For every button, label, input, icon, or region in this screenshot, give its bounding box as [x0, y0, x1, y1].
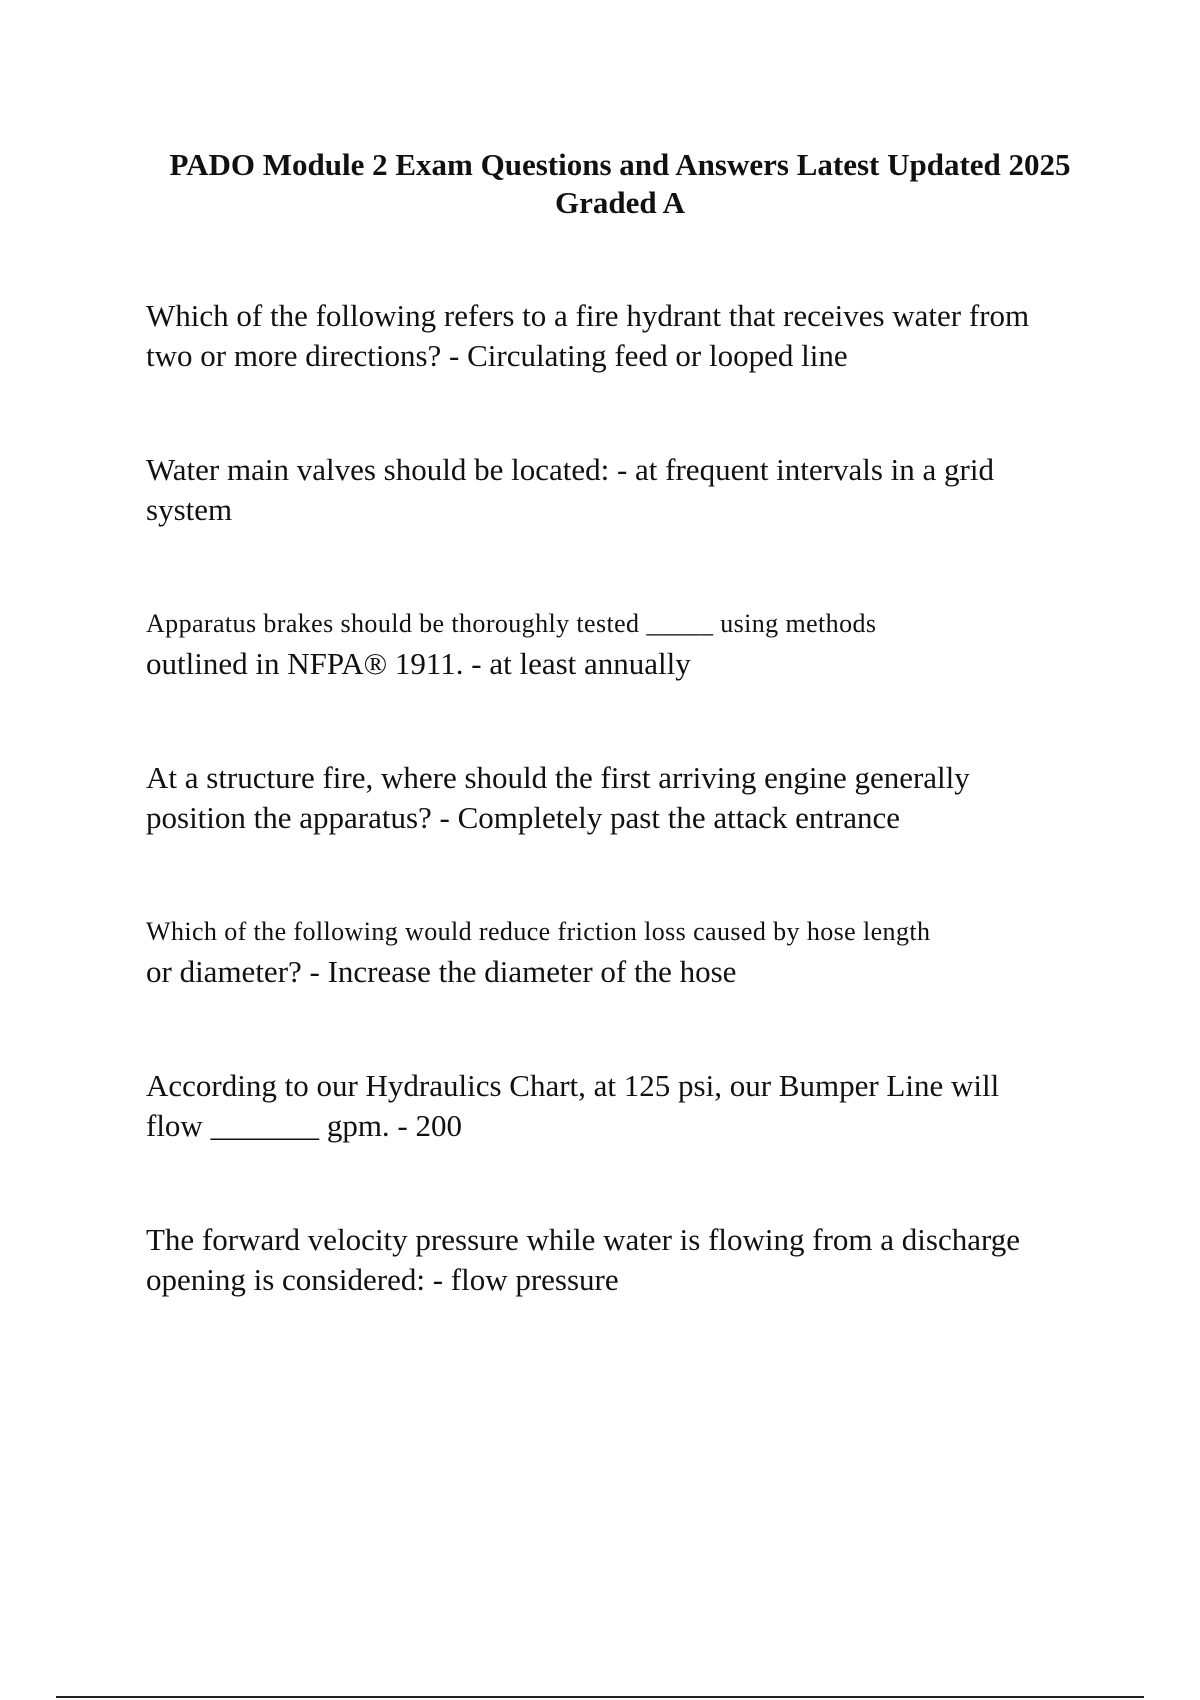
qa-line: flow _______ gpm. - 200 [146, 1108, 463, 1143]
qa-line: Which of the following would reduce friction loss caused by hose length [146, 917, 931, 946]
qa-line: According to our Hydraulics Chart, at 125 psi, our Bumper Line will [146, 1068, 1000, 1103]
qa-line: The forward velocity pressure while water is flowing from a discharge [146, 1222, 1021, 1257]
qa-line: opening is considered: - flow pressure [146, 1262, 619, 1297]
title-line-1: PADO Module 2 Exam Questions and Answers Latest Updated 2025 [169, 147, 1071, 182]
qa-item-6 [146, 1066, 1106, 1146]
qa-item-5 [146, 912, 1106, 992]
title-line-2: Graded A [554, 185, 686, 220]
qa-item-3 [146, 604, 1106, 684]
qa-line: Water main valves should be located: - at frequent intervals in a grid [146, 452, 994, 487]
qa-item-1 [146, 296, 1106, 376]
qa-line: two or more directions? - Circulating feed or looped line [146, 338, 848, 373]
qa-item-7 [146, 1220, 1106, 1300]
qa-line: system [146, 492, 233, 527]
question-answer-list [146, 296, 1106, 1374]
qa-line: outlined in NFPA® 1911. - at least annually [146, 646, 691, 681]
qa-item-4 [146, 758, 1106, 838]
qa-line: Apparatus brakes should be thoroughly tested _____ using methods [146, 609, 877, 638]
qa-line: At a structure fire, where should the first arriving engine generally [146, 760, 970, 795]
document-title [100, 146, 1140, 222]
footer-rule [56, 1696, 1144, 1698]
qa-line: position the apparatus? - Completely past the attack entrance [146, 800, 901, 835]
qa-line: Which of the following refers to a fire hydrant that receives water from [146, 298, 1030, 333]
qa-line: or diameter? - Increase the diameter of the hose [146, 954, 737, 989]
qa-item-2 [146, 450, 1106, 530]
